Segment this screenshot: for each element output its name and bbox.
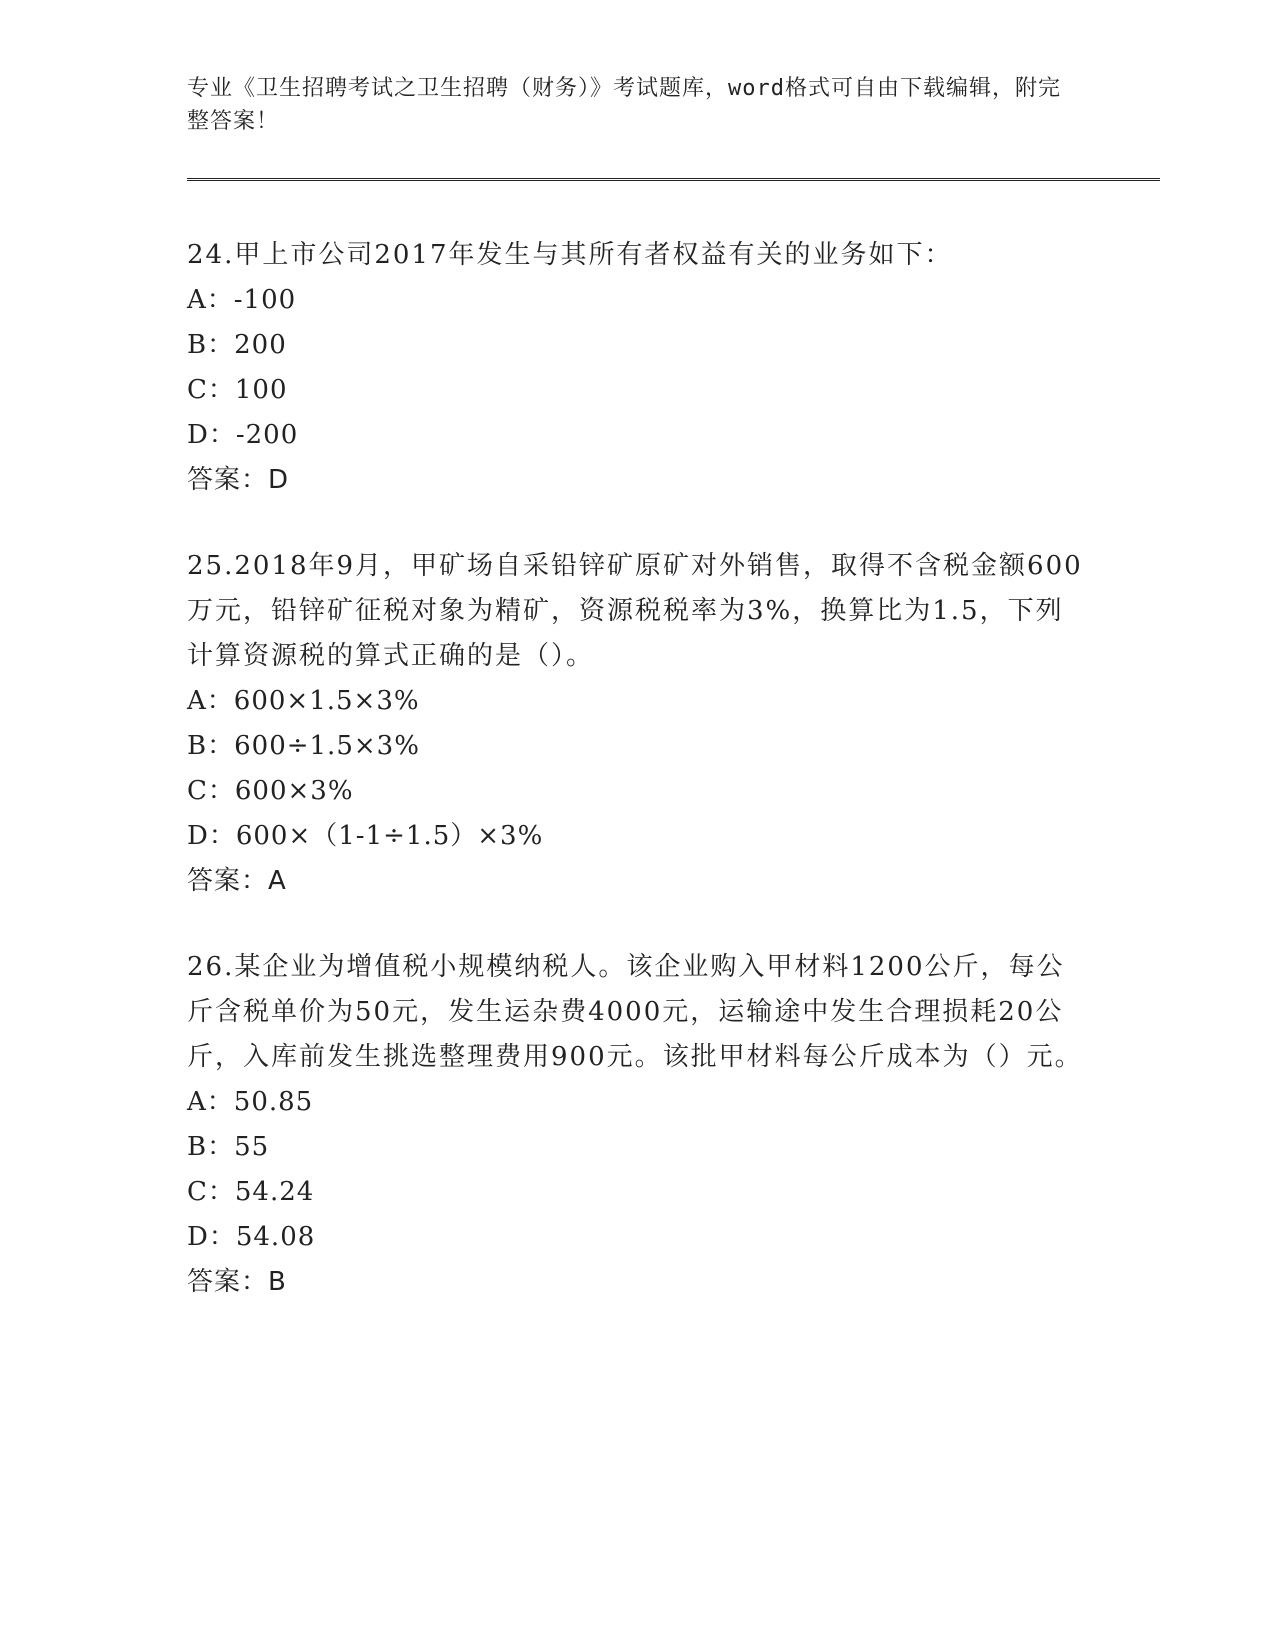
- option-b: B：600÷1.5×3%: [187, 731, 420, 761]
- option-b: B：200: [187, 330, 287, 360]
- option-d: D：600×（1-1÷1.5）×3%: [187, 821, 544, 851]
- answer: 答案：B: [187, 1267, 287, 1297]
- question-26: [187, 945, 1087, 1305]
- question-25: [187, 544, 1087, 904]
- document-header: 专业《卫生招聘考试之卫生招聘（财务）》考试题库，word格式可自由下载编辑，附完整答案！: [187, 76, 1061, 134]
- option-c: C：100: [187, 375, 288, 405]
- header-divider: [187, 178, 1160, 181]
- question-stem: 25.2018年9月，甲矿场自采铅锌矿原矿对外销售，取得不含税金额600万元，铅锌矿征税对象为精矿，资源税税率为3%，换算比为1.5，下列计算资源税的算式正确的是（）。: [187, 551, 1083, 671]
- question-stem: 24.甲上市公司2017年发生与其所有者权益有关的业务如下：: [187, 240, 953, 270]
- answer: 答案：D: [187, 465, 290, 495]
- option-a: A：-100: [187, 285, 297, 315]
- question-list: [187, 233, 1087, 1346]
- option-c: C：54.24: [187, 1177, 315, 1207]
- answer: 答案：A: [187, 866, 287, 896]
- option-b: B：55: [187, 1132, 270, 1162]
- option-c: C：600×3%: [187, 776, 354, 806]
- question-stem: 26.某企业为增值税小规模纳税人。该企业购入甲材料1200公斤，每公斤含税单价为50元，发生运杂费4000元，运输途中发生合理损耗20公斤，入库前发生挑选整理费用900元。该批甲材料每公斤成本为（）元。: [187, 952, 1083, 1072]
- question-24: [187, 233, 1087, 503]
- option-d: D：-200: [187, 420, 299, 450]
- option-d: D：54.08: [187, 1222, 316, 1252]
- option-a: A：600×1.5×3%: [187, 686, 420, 716]
- option-a: A：50.85: [187, 1087, 314, 1117]
